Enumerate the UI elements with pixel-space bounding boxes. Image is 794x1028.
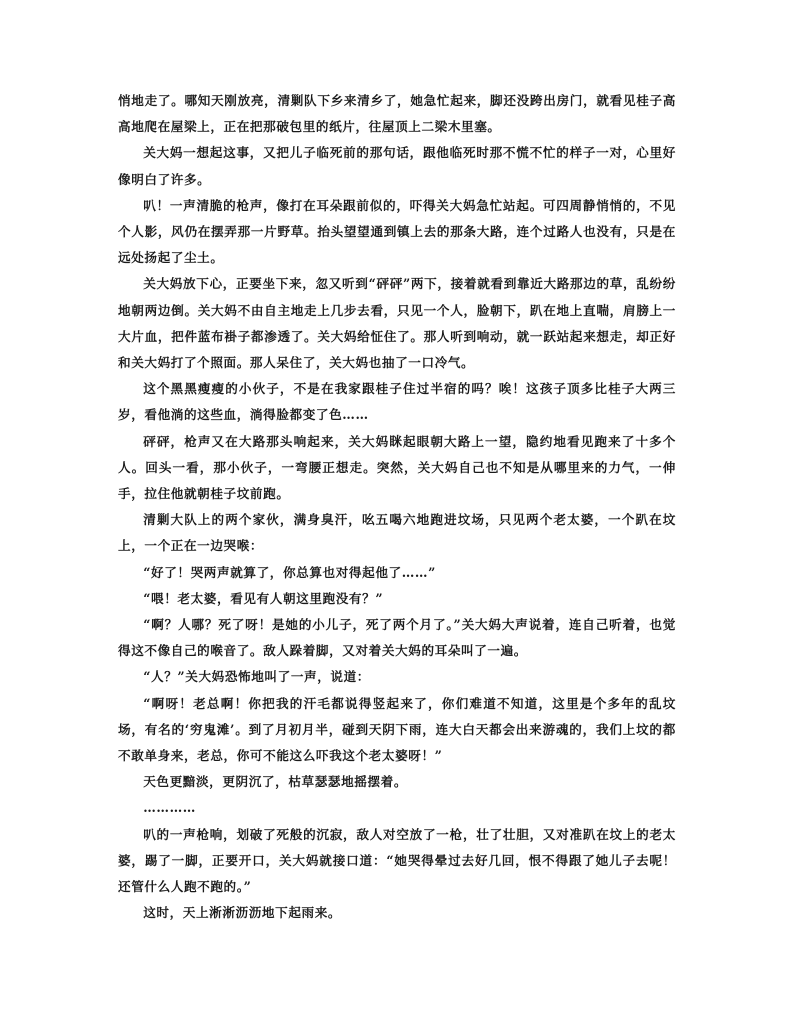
paragraph-9: “喂！老太婆，看见有人朝这里跑没有？”	[143, 590, 384, 606]
paragraph-6: 砰砰，枪声又在大路那头响起来，关大妈眯起眼朝大路上一望，隐约地看见跑来了十多个人。回头一看，那小伙子，一弯腰正想走。突然，关大妈自己也不知是从哪里来的力气，一伸手，拉住他就朝桂子坟前跑。	[118, 433, 676, 502]
story-text	[118, 88, 676, 927]
paragraph-4: 关大妈放下心，正要坐下来，忽又听到“砰砰”两下，接着就看到靠近大路那边的草，乱纷纷地朝两边倒。关大妈不由自主地走上几步去看，只见一个人，脸朝下，趴在地上直喘，肩膀上一大片血，把件蓝布褂子都渗透了。关大妈给怔住了。那人听到响动，就一跃站起来想走，却正好和关大妈打了个照面。那人呆住了，关大妈也抽了一口冷气。	[118, 276, 676, 371]
paragraph-12: “啊呀！老总啊！你把我的汗毛都说得竖起来了，你们难道不知道，这里是个多年的乱坟场，有名的‘穷鬼滩’。到了月初月半，碰到天阴下雨，连大白天都会出来游魂的，我们上坟的都不敢单身来，老总，你可不能这么吓我这个老太婆呀！”	[118, 695, 676, 764]
paragraph-11: “人？”关大妈恐怖地叫了一声，说道：	[143, 669, 370, 685]
paragraph-10: “啊？人哪？死了呀！是她的小儿子，死了两个月了。”关大妈大声说着，连自己听着，也觉得这不像自己的喉音了。敌人跺着脚，又对着关大妈的耳朵叫了一遍。	[118, 617, 676, 659]
paragraph-14: 叭的一声枪响，划破了死般的沉寂，敌人对空放了一枪，壮了壮胆，又对准趴在坟上的老太婆，踢了一脚，正要开口，关大妈就接口道：“她哭得晕过去好几回，恨不得跟了她儿子去呢！还管什么人跑不跑的。”	[118, 826, 676, 895]
paragraph-2: 关大妈一想起这事，又把儿子临死前的那句话，跟他临死时那不慌不忙的样子一对，心里好像明白了许多。	[118, 145, 676, 187]
paragraph-5: 这个黑黑瘦瘦的小伙子，不是在我家跟桂子住过半宿的吗？唉！这孩子顶多比桂子大两三岁，看他淌的这些血，淌得脸都变了色……	[118, 381, 676, 423]
paragraph-8: “好了！哭两声就算了，你总算也对得起他了……”	[143, 564, 436, 580]
ellipsis-separator: …………	[143, 800, 196, 816]
paragraph-13: 天色更黯淡，更阴沉了，枯草瑟瑟地摇摆着。	[143, 774, 408, 790]
paragraph-15: 这时，天上淅淅沥沥地下起雨来。	[143, 905, 342, 921]
paragraph-3: 叭！一声清脆的枪声，像打在耳朵跟前似的，吓得关大妈急忙站起。可四周静悄悄的，不见个人影，风仍在摆弄那一片野草。抬头望望通到镇上去的那条大路，连个过路人也没有，只是在远处扬起了尘土。	[118, 197, 676, 266]
paragraph-7: 清剿大队上的两个家伙，满身臭汗，吆五喝六地跑进坟场，只见两个老太婆，一个趴在坟上，一个正在一边哭喉：	[118, 512, 676, 554]
paragraph-1: 悄地走了。哪知天刚放亮，清剿队下乡来清乡了，她急忙起来，脚还没跨出房门，就看见桂子高高地爬在屋梁上，正在把那破包里的纸片，往屋顶上二梁木里塞。	[118, 93, 676, 135]
